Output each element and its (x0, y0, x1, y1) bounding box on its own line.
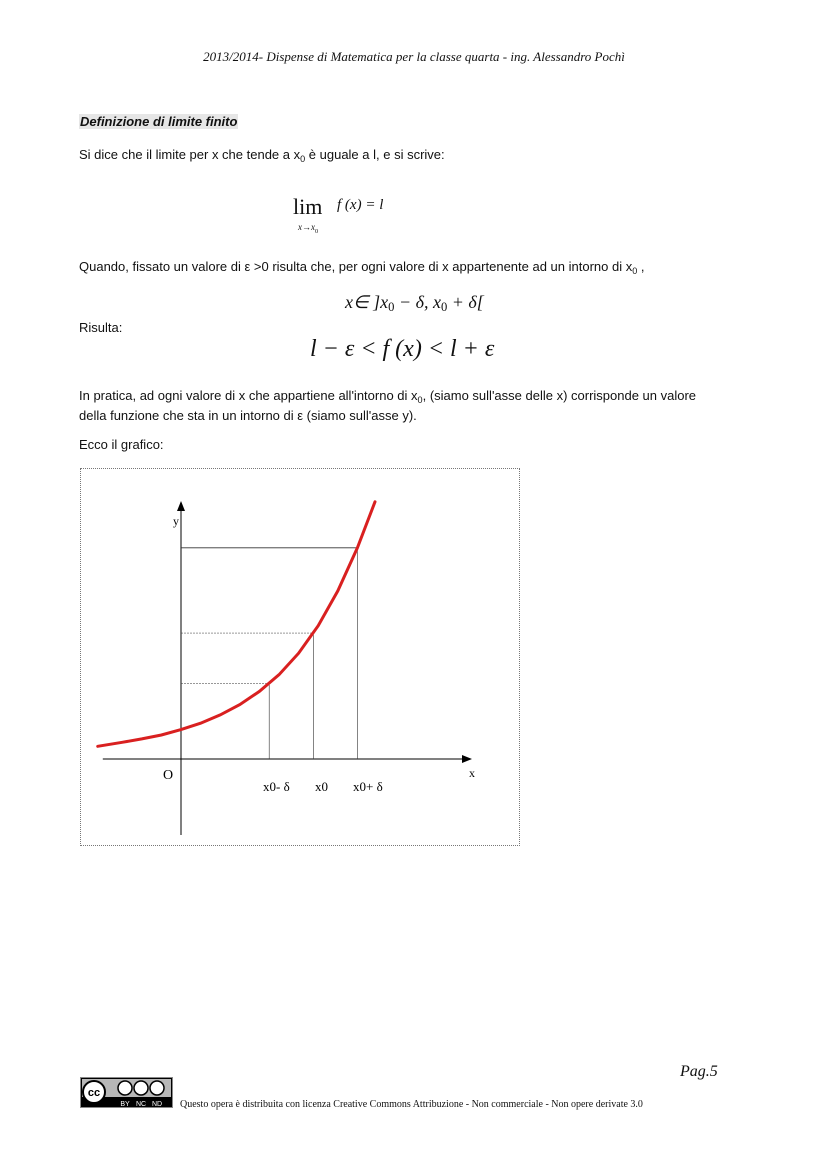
limit-subscript-text: x→x (298, 222, 315, 232)
section-heading: Definizione di limite finito (80, 114, 238, 129)
page-header: 2013/2014- Dispense di Matematica per la classe quarta - ing. Alessandro Pochì (203, 49, 625, 64)
interval-part-3: + δ[ (447, 292, 484, 312)
origin-label: O (163, 768, 174, 783)
interval-formula (345, 292, 484, 315)
cc-by-label: BY (120, 1101, 130, 1108)
intro-text-end: è uguale a l, e si scrive: (305, 147, 445, 162)
intro-paragraph (79, 147, 445, 167)
when-paragraph (79, 259, 645, 279)
practice-text-line2: della funzione che sta in un intorno di ε (siamo sull'asse y). (79, 408, 417, 423)
limit-rhs: f (x) = l (337, 197, 384, 213)
creative-commons-logo (80, 1077, 173, 1108)
cc-nc-label: NC (135, 1101, 147, 1108)
tick-label-1: x0- δ (263, 779, 290, 794)
when-sub: 0 (632, 266, 638, 276)
cc-nd-label: ND (151, 1101, 163, 1108)
when-text: Quando, fissato un valore di ε >0 risulta che, per ogni valore di x appartenente ad un intorno di x (79, 259, 633, 274)
interval-sub-1: 0 (388, 300, 395, 314)
result-label: Risulta: (79, 320, 123, 335)
x-axis-arrow-icon (462, 755, 472, 763)
practice-paragraph (79, 388, 696, 424)
intro-text: Si dice che il limite per x che tende a x (79, 147, 301, 162)
limit-subscript-index: 0 (315, 228, 319, 235)
limit-graph (81, 469, 521, 847)
practice-text: In pratica, ad ogni valore di x che appartiene all'intorno di x (79, 388, 418, 403)
x-axis-label: x (469, 766, 475, 780)
practice-sub: 0 (417, 395, 423, 405)
when-text-end: , (637, 259, 645, 274)
svg-text:cc: cc (87, 1087, 101, 1099)
cc-badge-icon (81, 1078, 174, 1109)
license-text: Questo opera è distribuita con licenza Creative Commons Attribuzione - Non commerciale - Non opere derivate 3.0 (180, 1099, 643, 1110)
inequality-formula: l − ε < f (x) < l + ε (310, 336, 495, 362)
interval-sub-2: 0 (440, 300, 448, 314)
function-curve (98, 502, 375, 747)
tick-label-3: x0+ δ (353, 779, 383, 794)
interval-part-2: − δ, x (394, 292, 441, 312)
limit-word: lim (293, 194, 323, 219)
intro-sub: 0 (300, 154, 306, 164)
interval-part-1: x∈ ]x (345, 292, 389, 312)
graph-intro: Ecco il grafico: (79, 437, 164, 452)
graph-frame (80, 468, 520, 846)
tick-label-2: x0 (315, 779, 328, 794)
practice-text-end: , (siamo sull'asse delle x) corrisponde un valore (422, 388, 697, 403)
y-axis-arrow-icon (177, 501, 185, 511)
y-axis-label: y (173, 514, 179, 528)
page-number: Pag.5 (680, 1063, 718, 1080)
limit-subscript (298, 222, 318, 235)
